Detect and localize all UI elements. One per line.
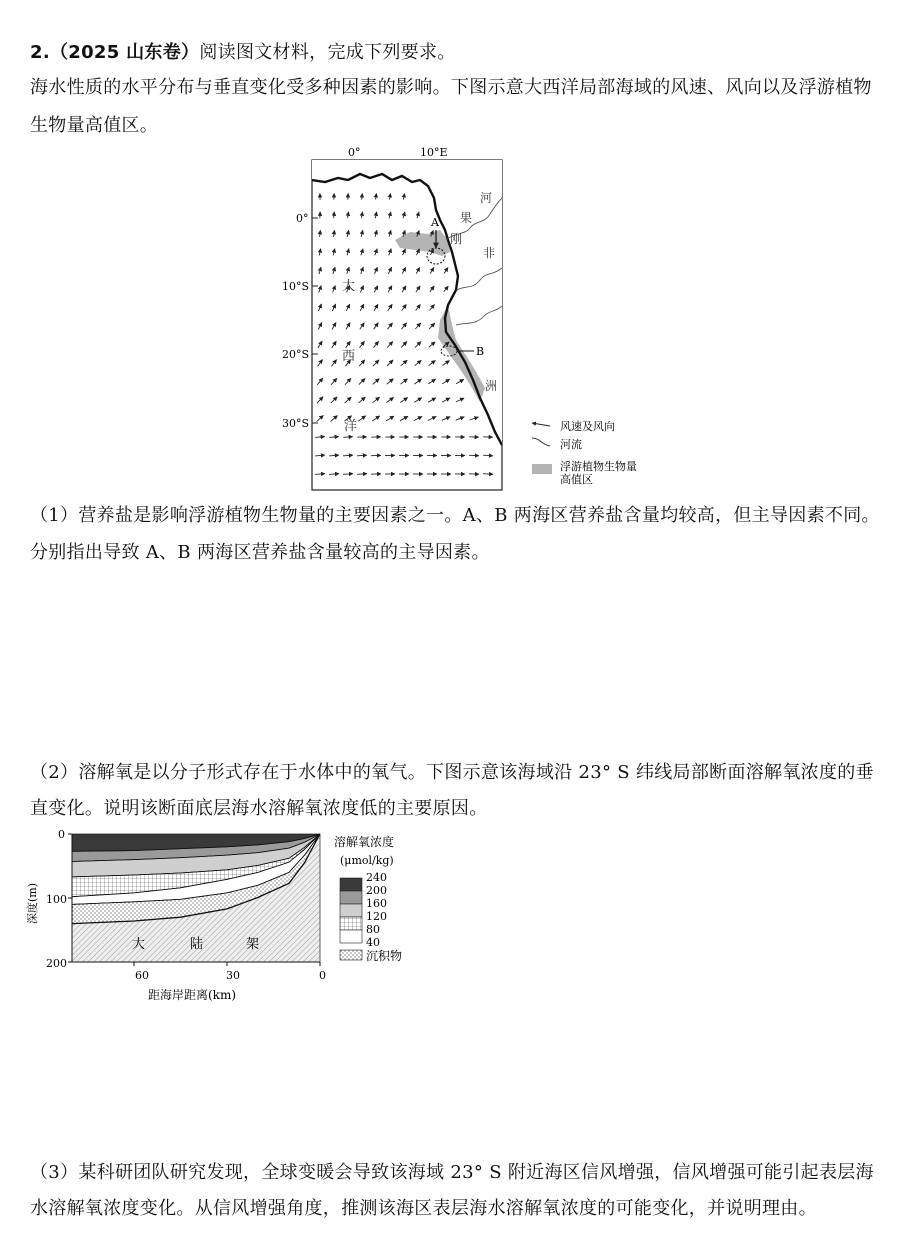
atlantic-wind-map	[270, 140, 690, 495]
land-char-gang: 刚	[450, 232, 463, 246]
intro-line-1: 海水性质的水平分布与垂直变化受多种因素的影响。下图示意大西洋局部海域的风速、风向以及浮游植物	[30, 77, 872, 98]
shelf-char-1: 大	[132, 937, 146, 952]
question-header	[30, 40, 456, 66]
land-char-guo: 果	[460, 211, 473, 225]
lon-label-0: 0°	[348, 146, 361, 159]
y-axis-label: 深度(m)	[26, 882, 39, 924]
wind-arrow	[343, 474, 353, 475]
x-tick-0: 0	[319, 969, 326, 982]
legend-sediment: 沉积物	[366, 949, 403, 963]
intro-line-2: 生物量高值区。	[30, 115, 159, 136]
legend-level-80: 80	[366, 923, 380, 936]
shelf-char-2: 陆	[190, 937, 204, 952]
wind-arrow	[343, 455, 353, 456]
y-tick-200: 200	[46, 957, 67, 970]
wind-arrow	[343, 437, 352, 438]
ocean-char-1: 大	[342, 279, 356, 294]
lat-label-20s: 20°S	[282, 348, 310, 361]
lat-label-0: 0°	[296, 212, 309, 225]
legend-unit: (μmol/kg)	[340, 854, 394, 867]
legend-level-160: 160	[366, 897, 387, 910]
point-a-label: A	[431, 216, 439, 229]
dissolved-oxygen-chart	[20, 826, 420, 1006]
legend-level-240: 240	[366, 871, 387, 884]
point-b-label: B	[476, 345, 485, 358]
legend-title: 溶解氧浓度	[334, 835, 395, 849]
q3-line-2: 水溶解氧浓度变化。从信风增强角度，推测该海区表层海水溶解氧浓度的可能变化，并说明理由。	[30, 1198, 817, 1219]
legend-level-200: 200	[366, 884, 387, 897]
map-legend	[532, 419, 637, 486]
land-char-fei: 非	[483, 246, 496, 260]
y-tick-100: 100	[46, 893, 67, 906]
question-number: 2.	[30, 42, 50, 63]
lon-label-10e: 10°E	[420, 146, 448, 159]
legend-wind: 风速及风向	[560, 420, 615, 433]
q3-line-1: （3）某科研团队研究发现，全球变暖会导致该海域 23° S 附近海区信风增强，信风增强可能引起表层海	[30, 1162, 874, 1183]
wind-arrow	[334, 212, 335, 218]
wind-arrow	[357, 455, 367, 456]
wind-arrow	[362, 193, 363, 199]
x-tick-60: 60	[135, 969, 149, 982]
q1-line-1: （1）营养盐是影响浮游植物生物量的主要因素之一。A、B 两海区营养盐含量均较高，但主导因素不同。	[30, 505, 880, 526]
land-char-zhou: 洲	[485, 379, 498, 393]
question-instruction: 阅读图文材料，完成下列要求。	[199, 42, 456, 63]
y-tick-0: 0	[58, 828, 65, 841]
ocean-char-2: 西	[342, 349, 356, 364]
legend-phyto-2: 高值区	[560, 473, 593, 486]
lat-label-10s: 10°S	[282, 280, 310, 293]
q1-line-2: 分别指出导致 A、B 两海区营养盐含量较高的主导因素。	[30, 542, 490, 563]
question-source: （2025 山东卷）	[49, 42, 200, 63]
wind-arrow	[483, 474, 493, 475]
x-tick-30: 30	[226, 969, 240, 982]
q2-line-2: 直变化。说明该断面底层海水溶解氧浓度低的主要原因。	[30, 798, 488, 819]
ocean-char-3: 洋	[344, 419, 358, 434]
x-axis-label: 距海岸距离(km)	[148, 988, 237, 1002]
shelf-char-3: 架	[246, 937, 260, 952]
lat-label-30s: 30°S	[282, 417, 310, 430]
land-char-he: 河	[480, 191, 493, 205]
legend-level-120: 120	[366, 910, 387, 923]
legend-level-40: 40	[366, 936, 380, 949]
legend-river: 河流	[560, 438, 582, 451]
oxygen-legend	[334, 834, 402, 963]
wind-arrow	[483, 455, 493, 456]
wind-arrow	[357, 474, 367, 475]
legend-phyto-1: 浮游植物生物量	[560, 460, 637, 473]
q2-line-1: （2）溶解氧是以分子形式存在于水体中的氧气。下图示意该海域沿 23° S 纬线局部断面溶解氧浓度的垂	[30, 762, 874, 783]
